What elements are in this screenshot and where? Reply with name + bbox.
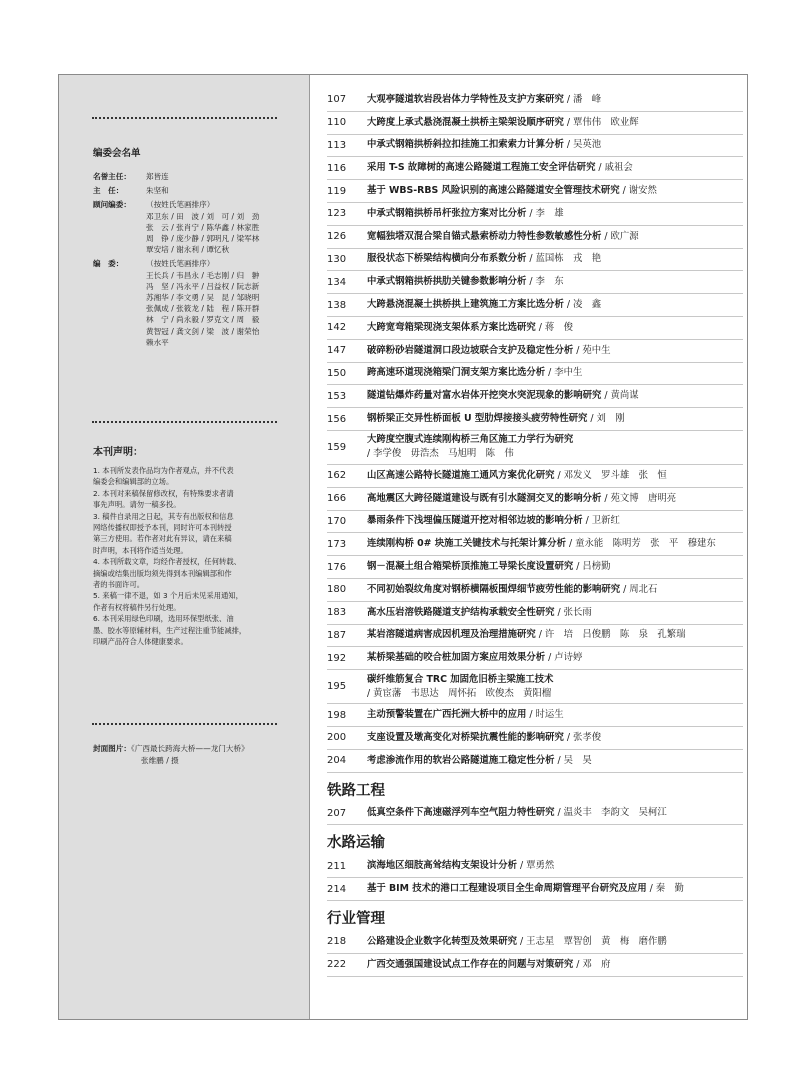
- toc-page-number: 218: [327, 936, 347, 948]
- members-note: （按姓氏笔画排序）: [146, 259, 215, 269]
- toc-page-number: 123: [327, 208, 347, 220]
- toc-article-title: 大观亭隧道软岩段岩体力学特性及支护方案研究: [367, 93, 564, 105]
- notice-line: 4. 本刊所载文章，均经作者授权，任何转载、: [93, 557, 241, 567]
- toc-article-title: 钢－混凝土组合箱梁桥顶推施工导梁长度设置研究: [367, 561, 574, 573]
- toc-entry[interactable]: [327, 249, 743, 272]
- chief-editor-label: 名誉主任：: [93, 172, 131, 181]
- members-row: [93, 258, 298, 269]
- toc-title: [367, 806, 743, 820]
- toc-entry[interactable]: [327, 579, 743, 602]
- notice-line: 网络传播权即授予本刊，同时许可本刊转授: [93, 523, 232, 533]
- toc-entry[interactable]: [327, 727, 743, 750]
- toc-article-title: 大跨度空腹式连续刚构桥三角区施工力学行为研究: [367, 434, 574, 446]
- toc-page-number: 130: [327, 253, 347, 265]
- toc-entry[interactable]: [327, 511, 743, 534]
- toc-title: [367, 252, 743, 266]
- toc-title: [367, 275, 743, 289]
- toc-title: [367, 344, 743, 358]
- toc-authors: / 苑中生: [573, 344, 611, 356]
- toc-page-number: 222: [327, 959, 347, 971]
- advisors-names: 张 云 / 张肖宁 / 陈华鑫 / 林家胜: [146, 222, 260, 232]
- toc-title: [367, 469, 743, 483]
- toc-authors: / 苑文博 唐明亮: [601, 492, 677, 504]
- notice-line: 者的书面许可。: [93, 580, 145, 590]
- section-heading-railway: 铁路工程: [327, 782, 385, 799]
- toc-entry[interactable]: [327, 556, 743, 579]
- toc-article-title: 隧道钻爆炸药量对富水岩体开挖突水突泥现象的影响研究: [367, 390, 602, 402]
- toc-title: [367, 560, 743, 574]
- toc-page-number: 134: [327, 276, 347, 288]
- members-names: 苏湘华 / 李文勇 / 吴 昆 / 邹晓明: [146, 293, 260, 303]
- notice-line: 2. 本刊对来稿保留修改权，有特殊要求者请: [93, 488, 234, 498]
- toc-title: [367, 537, 743, 551]
- toc-authors: / 李 雄: [526, 207, 564, 219]
- toc-entry[interactable]: [327, 602, 743, 625]
- toc-article-title: 中承式钢箱拱桥吊杆张拉方案对比分析: [367, 207, 527, 219]
- toc-article-title: 中承式钢箱拱桥斜拉扣挂施工扣索索力计算分析: [367, 139, 564, 151]
- toc-authors: / 王志星 覃智创 黄 梅 磨作鹏: [517, 935, 667, 947]
- toc-authors: / 吴英池: [563, 139, 602, 151]
- toc-title: [367, 606, 743, 620]
- members-names: 王长兵 / 韦昌永 / 毛志刚 / 归 翀: [146, 270, 260, 280]
- toc-page-number: 107: [327, 94, 347, 106]
- toc-authors: / 张长雨: [554, 606, 592, 618]
- toc-entry[interactable]: [327, 385, 743, 408]
- toc-entry[interactable]: [327, 363, 743, 386]
- toc-authors: / 秦 勤: [646, 883, 684, 894]
- toc-entry[interactable]: [327, 340, 743, 363]
- toc-title: [367, 298, 743, 312]
- toc-page-number: 187: [327, 629, 347, 641]
- toc-authors: / 吕榜勤: [573, 561, 611, 573]
- toc-page-number: 176: [327, 561, 347, 573]
- toc-authors: / 童永能 陈明芳 张 平 穆建东: [566, 538, 716, 550]
- editorial-board-list: [93, 171, 298, 348]
- notice-line: 第三方使用。若作者对此有异议，请在来稿: [93, 534, 232, 544]
- toc-entry[interactable]: [327, 647, 743, 670]
- toc-page-number: 138: [327, 299, 347, 311]
- dotted-divider: [92, 723, 277, 725]
- toc-page-number: 147: [327, 345, 347, 357]
- toc-entry[interactable]: [327, 931, 743, 954]
- toc-entry[interactable]: [327, 750, 743, 773]
- toc-title: [367, 708, 743, 722]
- toc-authors: / 周北石: [620, 583, 658, 595]
- director-label: 主 任：: [93, 186, 124, 196]
- sidebar: [59, 75, 310, 1019]
- notice-heading: 本刊声明：: [93, 447, 143, 458]
- toc-page-number: 195: [327, 681, 347, 693]
- toc-article-title: 中承式钢箱拱桥拱肋关键参数影响分析: [367, 276, 527, 288]
- toc-authors: / 戚祖会: [595, 162, 633, 174]
- toc-page-number: 214: [327, 883, 347, 895]
- cover-title: 《广西最长跨海大桥——龙门大桥》: [130, 744, 249, 753]
- toc-title: [367, 754, 743, 768]
- advisors-names: 邓卫东 / 田 波 / 刘 可 / 刘 劲: [146, 211, 260, 221]
- notice-line: 6. 本刊采用绿色印刷，选用环保型纸张、油: [93, 614, 234, 624]
- toc-entry[interactable]: [327, 878, 743, 901]
- toc-page-number: 166: [327, 493, 347, 505]
- toc-entry[interactable]: [327, 408, 743, 431]
- section-heading-waterway: 水路运输: [327, 835, 385, 852]
- toc-authors: / 邓 府: [573, 958, 611, 970]
- toc-authors: / 凌 鑫: [563, 299, 602, 311]
- notice-line: 时声明，本刊将作适当处理。: [93, 545, 188, 555]
- advisors-row: [93, 199, 298, 210]
- toc-authors: / 卫新红: [582, 515, 620, 527]
- toc-entry[interactable]: [327, 954, 743, 977]
- toc-page-number: 162: [327, 470, 347, 482]
- toc-page-number: 156: [327, 413, 347, 425]
- toc-article-title: 高地震区大跨径隧道建设与既有引水隧洞交叉的影响分析: [367, 492, 602, 504]
- toc-entry[interactable]: [327, 670, 743, 704]
- dotted-divider: [92, 421, 277, 423]
- toc-authors: / 覃伟伟 欧业辉: [563, 116, 639, 128]
- toc-title: [367, 321, 743, 335]
- toc-page-number: 173: [327, 538, 347, 550]
- toc-page-number: 159: [327, 441, 347, 453]
- notice-line: 5. 来稿一律不退，如 3 个月后未见采用通知，: [93, 591, 243, 601]
- toc-page-number: 126: [327, 231, 347, 243]
- toc-authors: / 蒋 俊: [535, 321, 574, 333]
- dotted-divider: [92, 117, 277, 119]
- toc-authors: / 谢安然: [619, 185, 657, 197]
- toc-article-title: 服役状态下桥梁结构横向分布系数分析: [367, 253, 527, 265]
- toc-page-number: 153: [327, 390, 347, 402]
- cover-credit: 张维鹏 / 摄: [141, 756, 179, 765]
- chief-editor-value: 郑皆连: [146, 172, 169, 181]
- members-names: 林 宁 / 尚永毅 / 罗克文 / 周 毅: [146, 315, 260, 325]
- toc-entry[interactable]: [327, 317, 743, 340]
- toc-title: [367, 859, 743, 873]
- toc-authors: / 李中生: [545, 367, 583, 379]
- advisors-names: 覃安培 / 谢永利 / 谭忆秋: [146, 245, 230, 255]
- toc-entry[interactable]: [327, 625, 743, 648]
- toc-article-title: 宽幅独塔双混合梁自锚式悬索桥动力特性参数敏感性分析: [367, 230, 602, 242]
- toc-page-number: 192: [327, 652, 347, 664]
- toc-article-title: 跨高速环道现浇箱梁门洞支架方案比选分析: [367, 367, 546, 379]
- members-names: 赖水平: [146, 337, 169, 347]
- toc-article-title: 主动预警装置在广西托洲大桥中的应用: [367, 709, 527, 721]
- toc-article-title: 不同初始裂纹角度对钢桥横隔板围焊细节疲劳性能的影响研究: [367, 583, 621, 595]
- director-row: [93, 185, 298, 196]
- toc-title: [367, 935, 743, 949]
- notice-list: [93, 465, 289, 648]
- toc-title: [367, 161, 743, 175]
- toc-title: [367, 366, 743, 380]
- toc-title: [367, 514, 743, 528]
- toc-authors: / 邓发义 罗斗雄 张 恒: [554, 469, 667, 481]
- notice-line: 作者有权将稿件另行处理。: [93, 602, 181, 612]
- toc-article-title: 考虑渗流作用的软岩公路隧道施工稳定性分析: [367, 754, 555, 766]
- toc-authors: / 黄宦藩 韦思达 周怀拓 欧俊杰 黄阳榴: [367, 687, 552, 699]
- toc-article-title: 连续刚构桥 0# 块施工关键技术与托架计算分析: [367, 538, 567, 550]
- toc-page-number: 207: [327, 807, 347, 819]
- cover-caption: [93, 743, 249, 767]
- toc-title: [367, 138, 743, 152]
- notice-line: 摘编或结集出版均须先得到本刊编辑部和作: [93, 568, 232, 578]
- toc-title: [367, 116, 743, 130]
- toc-article-title: 某岩溶隧道病害成因机理及治理措施研究: [367, 629, 536, 641]
- toc-article-title: 滨海地区细肢高耸结构支架设计分析: [367, 860, 518, 872]
- toc-authors: / 覃勇然: [517, 860, 555, 872]
- notice-line: 墨、胶水等原辅材料，生产过程注重节能减排，: [93, 625, 247, 635]
- toc-page-number: 211: [327, 860, 347, 872]
- toc-entry[interactable]: [327, 203, 743, 226]
- toc-authors: / 刘 刚: [587, 413, 625, 425]
- director-value: 朱坚和: [146, 186, 169, 196]
- toc-entry[interactable]: [327, 271, 743, 294]
- toc-page-number: 198: [327, 709, 347, 721]
- toc-entry[interactable]: [327, 89, 743, 112]
- toc-title: [367, 673, 743, 701]
- members-names: 黄智冠 / 龚文剑 / 梁 波 / 谢荣怡: [146, 326, 260, 336]
- toc-page-number: 119: [327, 185, 347, 197]
- toc-title: [367, 651, 743, 665]
- toc-entry[interactable]: [327, 803, 743, 826]
- toc-authors: / 李学俊 毋浩杰 马旭明 陈 伟: [367, 448, 514, 460]
- toc-title: [367, 492, 743, 506]
- toc-entry[interactable]: [327, 704, 743, 727]
- toc-authors: / 黄尚谋: [601, 390, 639, 402]
- toc-entry[interactable]: [327, 431, 743, 465]
- toc-title: [367, 958, 743, 972]
- toc-article-title: 支座设置及墩高变化对桥梁抗震性能的影响研究: [367, 731, 564, 743]
- toc-page-number: 180: [327, 584, 347, 596]
- toc-authors: / 李 东: [526, 276, 564, 288]
- toc-page-number: 142: [327, 322, 347, 334]
- toc-article-title: 广西交通强国建设试点工作存在的问题与对策研究: [367, 958, 574, 970]
- toc-entry[interactable]: [327, 294, 743, 317]
- toc-title: [367, 93, 743, 107]
- toc-article-title: 大跨度上承式悬浇混凝土拱桥主梁架设顺序研究: [367, 116, 564, 128]
- toc-authors: / 蓝国栋 戎 艳: [526, 253, 602, 265]
- toc-title: [367, 731, 743, 745]
- toc-entry[interactable]: [327, 135, 743, 158]
- toc-authors: / 许 培 吕俊鹏 陈 泉 孔繁瑞: [535, 629, 686, 641]
- toc-entry[interactable]: [327, 488, 743, 511]
- toc-title: [367, 583, 743, 597]
- notice-line: 印刷产品符合人体健康要求。: [93, 637, 188, 647]
- toc-authors: / 欧广源: [601, 230, 639, 242]
- toc-entry[interactable]: [327, 465, 743, 488]
- toc-article-title: 低真空条件下高速磁浮列车空气阻力特性研究: [367, 807, 555, 819]
- toc-page-number: 116: [327, 162, 347, 174]
- toc-page-number: 170: [327, 515, 347, 527]
- members-label: 编 委：: [93, 259, 124, 269]
- toc-page-number: 204: [327, 755, 347, 767]
- toc-title: [367, 230, 743, 244]
- toc-authors: / 潘 峰: [563, 93, 602, 105]
- toc-article-title: 破碎粉砂岩隧道洞口段边坡联合支护及稳定性分析: [367, 344, 574, 356]
- toc-article-title: 基于 BIM 技术的港口工程建设项目全生命周期管理平台研究及应用: [367, 883, 647, 894]
- toc-page-number: 183: [327, 607, 347, 619]
- toc-article-title: 高水压岩溶铁路隧道支护结构承载安全性研究: [367, 606, 555, 618]
- toc-authors: / 时运生: [526, 709, 564, 721]
- notice-line: 3. 稿件自录用之日起，其专有出版权和信息: [93, 511, 234, 521]
- toc-entry[interactable]: [327, 226, 743, 249]
- toc-article-title: 山区高速公路特长隧道施工通风方案优化研究: [367, 469, 555, 481]
- toc-article-title: 基于 WBS-RBS 风险识别的高速公路隧道安全管理技术研究: [367, 185, 620, 197]
- toc-title: [367, 184, 743, 198]
- toc-page-number: 113: [327, 139, 347, 151]
- toc-title: [367, 882, 743, 896]
- chief-editor-row: [93, 171, 298, 182]
- toc-article-title: 某桥梁基础的咬合桩加固方案应用效果分析: [367, 652, 546, 664]
- toc-entry[interactable]: [327, 112, 743, 135]
- toc-article-title: 采用 T-S 故障树的高速公路隧道工程施工安全评估研究: [367, 162, 596, 174]
- advisors-names: 周 铮 / 庞少静 / 郭明凡 / 梁军林: [146, 234, 260, 244]
- toc-article-title: 钢桥梁正交异性桥面板 U 型肋焊接接头疲劳特性研究: [367, 413, 588, 425]
- toc-entry[interactable]: [327, 533, 743, 556]
- toc-authors: / 卢诗婷: [545, 652, 583, 664]
- toc-title: [367, 412, 743, 426]
- toc-article-title: 大跨悬浇混凝土拱桥拱上建筑施工方案比选分析: [367, 299, 564, 311]
- toc-authors: / 张孝俊: [563, 731, 602, 743]
- toc-title: [367, 433, 743, 461]
- toc-article-title: 碳纤维筋复合 TRC 加固危旧桥主梁施工技术: [367, 673, 554, 685]
- toc-authors: / 温炎丰 李韵文 吴柯江: [554, 807, 667, 819]
- toc-page-number: 110: [327, 117, 347, 129]
- members-names: 张佩成 / 张筱龙 / 陆 程 / 陈开群: [146, 304, 260, 314]
- notice-line: 1. 本刊所发表作品均为作者观点，并不代表: [93, 466, 234, 475]
- notice-line: 事先声明。请勿一稿多投。: [93, 500, 181, 510]
- page-frame: [58, 74, 748, 1020]
- toc-title: [367, 628, 743, 642]
- toc-title: [367, 389, 743, 403]
- toc-article-title: 大跨宽弯箱梁现浇支架体系方案比选研究: [367, 321, 536, 333]
- toc-page-number: 150: [327, 367, 347, 379]
- members-names: 冯 坚 / 冯永平 / 吕益权 / 阮志新: [146, 281, 260, 291]
- toc-entry[interactable]: [327, 180, 743, 203]
- table-of-contents: [327, 89, 743, 977]
- toc-authors: / 吴 昊: [554, 754, 592, 766]
- toc-entry[interactable]: [327, 157, 743, 180]
- toc-article-title: 暴雨条件下浅埋偏压隧道开挖对相邻边坡的影响分析: [367, 515, 583, 527]
- editorial-heading: 编委会名单: [93, 148, 141, 159]
- toc-article-title: 公路建设企业数字化转型及效果研究: [367, 935, 518, 947]
- advisors-label: 顾问编委：: [93, 200, 131, 210]
- notice-line: 编委会和编辑部的立场。: [93, 477, 174, 487]
- toc-page-number: 200: [327, 732, 347, 744]
- toc-entry[interactable]: [327, 855, 743, 878]
- cover-label: 封面图片：: [93, 744, 131, 753]
- toc-title: [367, 207, 743, 221]
- advisors-note: （按姓氏笔画排序）: [146, 200, 215, 210]
- section-heading-industry: 行业管理: [327, 910, 385, 927]
